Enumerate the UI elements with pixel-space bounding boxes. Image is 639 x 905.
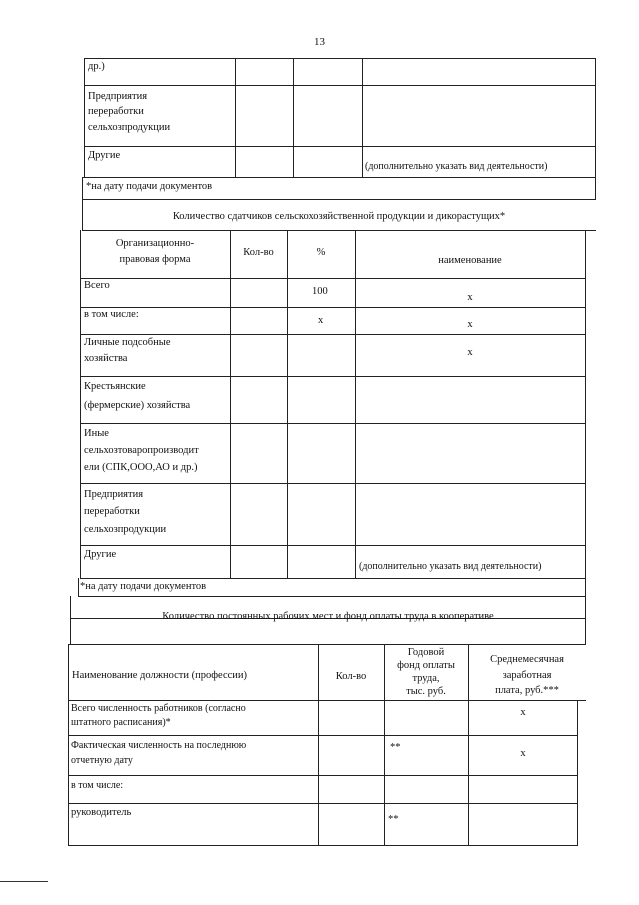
footer-rule (0, 881, 48, 882)
table-row-label: переработки (88, 106, 144, 117)
table-row-label: Иные (84, 428, 109, 439)
column-header-fund: труда, (412, 673, 440, 684)
table-row-label: в том числе: (84, 309, 139, 320)
column-header-fund: Годовой (407, 647, 445, 658)
table-cell-note: (дополнительно указать вид деятельности) (359, 561, 542, 572)
table-title: Количество сдатчиков сельскохозяйственной продукции и дикорастущих* (172, 211, 506, 222)
page-number: 13 (314, 36, 325, 48)
table-row-label: др.) (88, 61, 105, 72)
table-cell-salary: х (520, 748, 526, 759)
table-cell-name: х (467, 292, 473, 303)
table-row-label: хозяйства (84, 353, 128, 364)
column-header-count: Кол-во (335, 671, 367, 682)
table-row-label: штатного расписания)* (71, 717, 171, 728)
table-cell-name: х (467, 319, 473, 330)
table-cell-note: (дополнительно указать вид деятельности) (365, 161, 548, 172)
column-header-legal-form: Организационно- (115, 238, 195, 249)
column-header-count: Кол-во (243, 247, 274, 258)
table-cell-salary: х (520, 707, 526, 718)
footnote: *на дату подачи документов (80, 581, 207, 592)
table-row-label: Всего (84, 280, 110, 291)
table-cell-percent: 100 (312, 286, 328, 297)
column-header-name: наименование (438, 255, 502, 266)
footnote: *на дату подачи документов (86, 181, 213, 192)
table-row-label: Личные подсобные (84, 337, 171, 348)
table-row-label: в том числе: (71, 780, 124, 791)
table-cell-fund: ** (390, 742, 401, 753)
table-row-label: сельхозпродукции (88, 122, 171, 133)
table-row-label: сельхозтоваропроизводит (84, 445, 199, 456)
table-cell-name: х (467, 347, 473, 358)
table-row-label: отчетную дату (71, 755, 133, 766)
column-header-percent: % (316, 247, 326, 258)
table-row-label: сельхозпродукции (84, 524, 167, 535)
table-title: Количество постоянных рабочих мест и фонд оплаты труда в кооперативе (162, 611, 494, 622)
table-row-label: Другие (84, 549, 117, 560)
column-header-legal-form: правовая форма (119, 254, 191, 265)
table-row-label: Предприятия (84, 489, 144, 500)
table-row-label: руководитель (71, 807, 132, 818)
table-row-label: переработки (84, 506, 140, 517)
column-header-salary: плата, руб.*** (495, 685, 559, 696)
table-cell-fund: ** (388, 814, 399, 825)
table-row-label: ели (СПК,ООО,АО и др.) (84, 462, 198, 473)
table-row-label: Крестьянские (84, 381, 146, 392)
column-header-fund: фонд оплаты (397, 660, 455, 671)
column-header-position: Наименование должности (профессии) (72, 670, 248, 681)
column-header-salary: заработная (502, 670, 552, 681)
column-header-fund: тыс. руб. (406, 686, 446, 697)
table-row-label: Фактическая численность на последнюю (71, 740, 247, 751)
table-row-label: Всего численность работников (согласно (71, 703, 246, 714)
table-row-label: Предприятия (88, 91, 148, 102)
table-row-label: Другие (88, 150, 121, 161)
column-header-salary: Среднемесячная (490, 654, 564, 665)
table-row-label: (фермерские) хозяйства (84, 400, 191, 411)
table-cell-percent: х (318, 315, 324, 326)
